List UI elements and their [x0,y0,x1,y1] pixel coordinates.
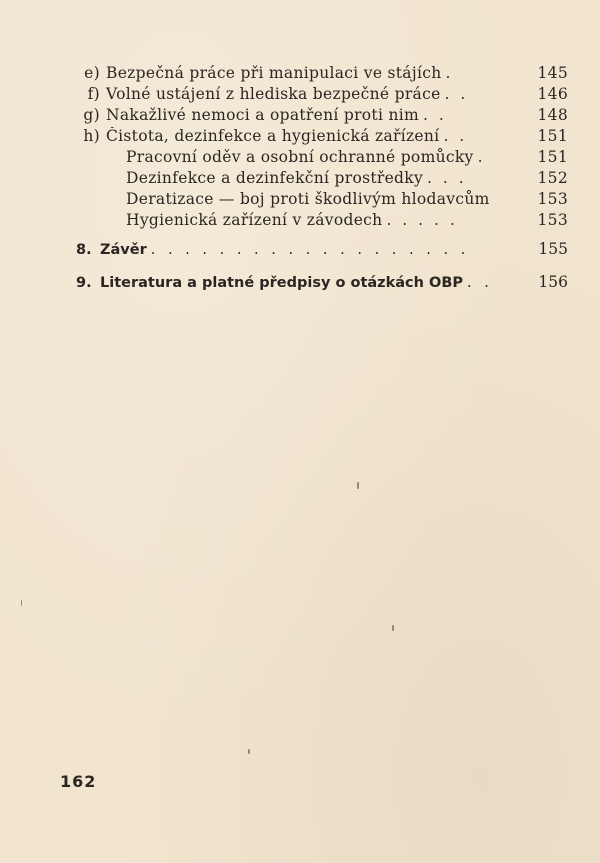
toc-entry-page: 153 [537,211,568,229]
toc-entry-h [76,127,568,148]
toc-entry-e [76,64,568,85]
dot-leader: . . [467,275,493,291]
toc-entry-page: 153 [537,190,568,208]
paper-speck [357,482,359,489]
dot-leader: . . . . . . . . . . . . . . . . . . . [150,242,470,258]
dot-leader: . . . [427,169,467,187]
toc-entry-title: Pracovní oděv a osobní ochranné pomůcky [126,148,474,166]
dot-leader: . . [444,85,469,103]
toc-subentry [76,148,568,169]
toc-subentry [76,190,568,211]
paper-speck [248,749,250,754]
toc-entry-page: 148 [537,106,568,124]
toc-chapter-8 [76,240,568,265]
toc-entry-marker: g) [83,106,100,124]
toc-entry-g [76,106,568,127]
toc-entry-page: 151 [537,127,568,145]
page-number: 162 [60,772,97,791]
chapter-number: 8. [76,242,92,258]
chapter-number: 9. [76,275,92,291]
toc-entry-marker: f) [87,85,100,103]
chapter-page: 155 [538,240,568,258]
toc-entry-title: Nakažlivé nemoci a opatření proti nim [106,106,419,124]
paper-speck [392,625,394,631]
toc-chapter-9 [76,273,568,298]
table-of-contents [76,64,568,298]
chapter-title: Literatura a platné předpisy o otázkách OBP [100,275,464,291]
toc-entry-title: Bezpečná práce při manipulaci ve stájích [106,64,442,82]
toc-entry-marker: e) [84,64,100,82]
toc-entry-title: Volné ustájení z hlediska bezpečné práce [106,85,441,103]
toc-subentry [76,211,568,232]
chapter-page: 156 [538,273,568,291]
toc-entry-title: Deratizace — boj proti škodlivým hlodavcům [126,190,490,208]
toc-subentry [76,169,568,190]
toc-entry-page: 146 [537,85,568,103]
toc-entry-page: 152 [537,169,568,187]
toc-entry-title: Čistota, dezinfekce a hygienická zařízení [106,127,440,145]
dot-leader: . [445,64,454,82]
toc-entry-title: Hygienická zařízení v závodech [126,211,383,229]
toc-entry-marker: h) [83,127,100,145]
toc-entry-page: 145 [537,64,568,82]
paper-speck [21,600,22,606]
chapter-title: Závěr [100,242,147,258]
dot-leader: . . [422,106,447,124]
toc-entry-f [76,85,568,106]
toc-entry-page: 151 [537,148,568,166]
dot-leader: . . [443,127,468,145]
toc-entry-title: Dezinfekce a dezinfekční prostředky [126,169,424,187]
dot-leader: . [477,148,486,166]
dot-leader: . . . . . [386,211,458,229]
